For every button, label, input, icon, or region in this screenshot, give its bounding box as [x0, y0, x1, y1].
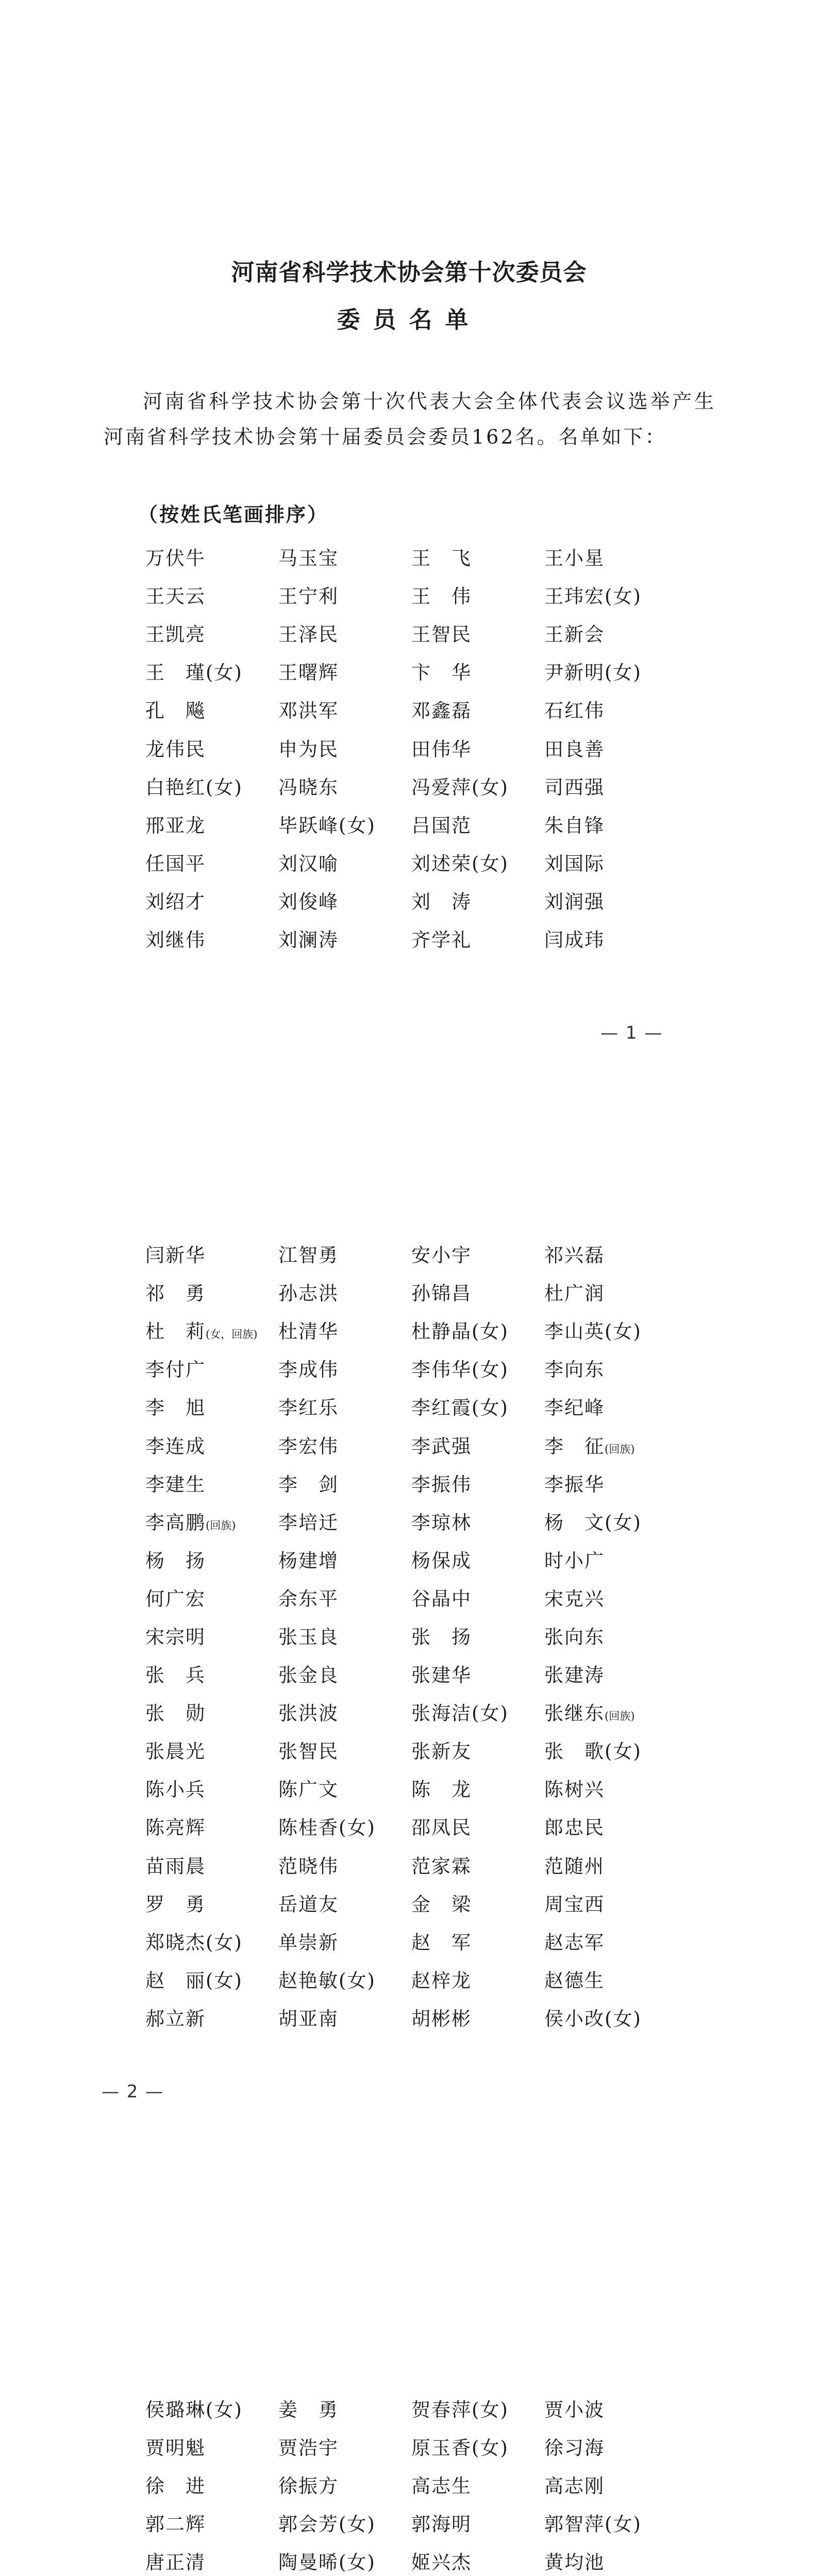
member-name: 赵 丽(女)	[145, 1969, 243, 1992]
member-name: 陈桂香(女)	[278, 1817, 376, 1839]
member-name: 孔 飚	[145, 700, 206, 722]
page-3	[0, 2313, 818, 2576]
name-row	[145, 2389, 712, 2427]
name-row	[145, 1502, 712, 1540]
member-name: 田良善	[544, 738, 605, 760]
member-name: 郭会芳(女)	[278, 2513, 376, 2536]
member-name: 刘汉喻	[278, 852, 339, 875]
member-name: 金 梁	[411, 1893, 472, 1916]
member-name: 杨保成	[411, 1549, 472, 1572]
name-row	[145, 652, 712, 690]
member-name: 刘述荣(女)	[411, 852, 509, 875]
member-name-text: 李 征	[544, 1435, 605, 1458]
name-row	[145, 881, 712, 919]
member-name: 何广宏	[145, 1587, 206, 1610]
member-name: 陈 龙	[411, 1778, 472, 1801]
name-row	[145, 1960, 712, 1998]
document-title: 河南省科学技术协会第十次委员会	[231, 259, 587, 286]
member-name: 张向东	[544, 1625, 605, 1648]
member-name: 徐习海	[544, 2437, 605, 2460]
page-number: — 1 —	[600, 1023, 663, 1043]
name-row	[145, 1578, 712, 1616]
member-name-note: (回族)	[605, 1443, 635, 1455]
member-name: 李振伟	[411, 1473, 472, 1496]
member-name: 王 瑾(女)	[145, 662, 243, 684]
member-name	[544, 1698, 677, 1725]
member-name: 原玉香(女)	[411, 2437, 509, 2460]
member-name: 卞 华	[411, 662, 472, 684]
name-row	[145, 1349, 712, 1387]
member-name: 刘绍才	[145, 890, 206, 913]
member-name-list	[145, 537, 712, 957]
name-row	[145, 1884, 712, 1922]
member-name: 陈树兴	[544, 1778, 605, 1801]
member-name-text: 杨 文(女)	[544, 1511, 642, 1534]
member-name: 刘澜涛	[278, 928, 339, 951]
member-name: 陈广文	[278, 1778, 339, 1801]
member-name: 陈亮辉	[145, 1817, 206, 1839]
member-name: 毕跃峰(女)	[278, 814, 376, 837]
name-row	[145, 2541, 712, 2576]
member-name: 余东平	[278, 1587, 339, 1610]
name-row	[145, 1616, 712, 1654]
member-name: 王曙辉	[278, 662, 339, 684]
member-name: 马玉宝	[278, 547, 339, 570]
member-name: 郭智萍(女)	[544, 2513, 642, 2536]
member-name: 张智民	[278, 1740, 339, 1763]
member-name: 周宝西	[544, 1893, 605, 1916]
member-name-note: (女，回族)	[206, 1328, 258, 1341]
member-name: 李连成	[145, 1435, 206, 1458]
member-name: 胡彬彬	[411, 2007, 472, 2030]
member-name: 李琼林	[411, 1511, 472, 1534]
member-name: 赵梓龙	[411, 1969, 472, 1992]
member-name	[145, 1507, 278, 1535]
member-name: 谷晶中	[411, 1587, 472, 1610]
member-name: 刘润强	[544, 890, 605, 913]
name-row	[145, 2427, 712, 2465]
member-name: 侯璐琳(女)	[145, 2399, 243, 2421]
member-name: 李成伟	[278, 1359, 339, 1381]
member-name: 朱自锋	[544, 814, 605, 837]
member-name: 高志刚	[544, 2475, 605, 2498]
member-name: 岳道友	[278, 1893, 339, 1916]
member-name: 闫成玮	[544, 928, 605, 951]
member-name: 任国平	[145, 852, 206, 875]
member-name: 罗 勇	[145, 1893, 206, 1916]
member-name: 刘 涛	[411, 890, 472, 913]
name-row	[145, 1845, 712, 1884]
member-name: 王天云	[145, 585, 206, 608]
name-row	[145, 1769, 712, 1807]
member-name: 贺春萍(女)	[411, 2399, 509, 2421]
member-name: 徐振方	[278, 2475, 339, 2498]
member-name: 李振华	[544, 1473, 605, 1496]
member-name: 杨 扬	[145, 1549, 206, 1572]
member-name: 申为民	[278, 738, 339, 760]
member-name-text: 张继东	[544, 1702, 605, 1725]
member-name: 黄均池	[544, 2551, 605, 2574]
member-name: 邵凤民	[411, 1817, 472, 1839]
member-name: 白艳红(女)	[145, 776, 243, 799]
member-name: 吕国范	[411, 814, 472, 837]
member-name: 徐 进	[145, 2475, 206, 2498]
member-name: 王 伟	[411, 585, 472, 608]
member-name: 龙伟民	[145, 738, 206, 760]
member-name: 范家霖	[411, 1855, 472, 1877]
member-name: 苗雨晨	[145, 1855, 206, 1877]
member-name: 郑晓杰(女)	[145, 1931, 243, 1954]
member-name: 张海洁(女)	[411, 1702, 509, 1725]
member-name: 王泽民	[278, 623, 339, 646]
name-row	[145, 575, 712, 614]
member-name: 李纪峰	[544, 1397, 605, 1419]
name-row	[145, 1731, 712, 1769]
member-name: 赵德生	[544, 1969, 605, 1992]
member-name: 王 飞	[411, 547, 472, 570]
document-subtitle: 委员名单	[337, 306, 481, 333]
name-row	[145, 1273, 712, 1311]
member-name: 姜 勇	[278, 2399, 339, 2421]
member-name: 王宁利	[278, 585, 339, 608]
member-name: 时小广	[544, 1549, 605, 1572]
member-name: 冯爱萍(女)	[411, 776, 509, 799]
member-name: 张 兵	[145, 1664, 206, 1687]
member-name: 陶曼晞(女)	[278, 2551, 376, 2574]
member-name: 王新会	[544, 623, 605, 646]
member-name: 杨建增	[278, 1549, 339, 1572]
member-name-text: 杜 莉	[145, 1320, 206, 1343]
page-1	[0, 0, 818, 1157]
name-row	[145, 1464, 712, 1502]
member-name: 张建华	[411, 1664, 472, 1687]
member-name: 冯晓东	[278, 776, 339, 799]
member-name: 贾小波	[544, 2399, 605, 2421]
member-name: 孙锦昌	[411, 1282, 472, 1305]
member-name-note: (回族)	[605, 1710, 635, 1723]
member-name: 李宏伟	[278, 1435, 339, 1458]
member-name: 杜静晶(女)	[411, 1320, 509, 1343]
name-row	[145, 1234, 712, 1273]
member-name	[544, 1507, 677, 1535]
member-name: 刘继伟	[145, 928, 206, 951]
member-name: 郭海明	[411, 2513, 472, 2536]
member-name	[145, 1316, 278, 1344]
name-row	[145, 1692, 712, 1731]
member-name: 李山英(女)	[544, 1320, 642, 1343]
member-name: 李红乐	[278, 1397, 339, 1419]
member-name: 郭二辉	[145, 2513, 206, 2536]
member-name: 李 旭	[145, 1397, 206, 1419]
member-name: 胡亚南	[278, 2007, 339, 2030]
member-name: 祁 勇	[145, 1282, 206, 1305]
member-name: 李向东	[544, 1359, 605, 1381]
name-row	[145, 728, 712, 766]
member-name: 张 勋	[145, 1702, 206, 1725]
name-row	[145, 767, 712, 805]
page-number: — 2 —	[102, 2081, 164, 2102]
member-name: 孙志洪	[278, 1282, 339, 1305]
member-name-text: 李高鹏	[145, 1511, 206, 1534]
member-name: 陈小兵	[145, 1778, 206, 1801]
member-name: 闫新华	[145, 1244, 206, 1267]
member-name: 王玮宏(女)	[544, 585, 642, 608]
member-name: 姬兴杰	[411, 2551, 472, 2574]
member-name: 张金良	[278, 1664, 339, 1687]
member-name: 张建涛	[544, 1664, 605, 1687]
member-name: 张新友	[411, 1740, 472, 1763]
name-row	[145, 1654, 712, 1692]
name-row	[145, 805, 712, 843]
member-name: 张洪波	[278, 1702, 339, 1725]
member-name: 李付广	[145, 1359, 206, 1381]
member-name: 李培迁	[278, 1511, 339, 1534]
member-name: 李伟华(女)	[411, 1359, 509, 1381]
member-name: 郝立新	[145, 2007, 206, 2030]
member-name-note: (回族)	[206, 1519, 236, 1532]
member-name: 邓洪军	[278, 700, 339, 722]
member-name: 张 扬	[411, 1625, 472, 1648]
member-name: 李武强	[411, 1435, 472, 1458]
name-row	[145, 843, 712, 881]
member-name: 范晓伟	[278, 1855, 339, 1877]
member-name: 王凯亮	[145, 623, 206, 646]
member-name: 邢亚龙	[145, 814, 206, 837]
name-row	[145, 1540, 712, 1578]
name-row	[145, 1425, 712, 1463]
member-name: 张 歌(女)	[544, 1740, 642, 1763]
member-name: 江智勇	[278, 1244, 339, 1267]
member-name: 范随州	[544, 1855, 605, 1877]
name-row	[145, 1387, 712, 1425]
member-name: 郎忠民	[544, 1817, 605, 1839]
member-name: 李 剑	[278, 1473, 339, 1496]
name-row	[145, 1807, 712, 1845]
member-name: 安小宇	[411, 1244, 472, 1267]
member-name: 石红伟	[544, 700, 605, 722]
name-row	[145, 1922, 712, 1960]
member-name: 赵志军	[544, 1931, 605, 1954]
member-name: 贾浩宇	[278, 2437, 339, 2460]
member-name: 齐学礼	[411, 928, 472, 951]
member-name: 尹新明(女)	[544, 662, 642, 684]
name-row	[145, 919, 712, 957]
member-name: 张晨光	[145, 1740, 206, 1763]
member-name: 杜广润	[544, 1282, 605, 1305]
member-name: 李建生	[145, 1473, 206, 1496]
member-name: 单崇新	[278, 1931, 339, 1954]
member-name: 宋克兴	[544, 1587, 605, 1610]
member-name: 刘俊峰	[278, 890, 339, 913]
member-name: 高志生	[411, 2475, 472, 2498]
intro-paragraph: 河南省科学技术协会第十次代表大会全体代表会议选举产生河南省科学技术协会第十届委员会委员162名。名单如下：	[104, 390, 716, 448]
member-name: 王智民	[411, 623, 472, 646]
member-name: 祁兴磊	[544, 1244, 605, 1267]
name-row	[145, 614, 712, 652]
member-name: 杜清华	[278, 1320, 339, 1343]
member-name: 贾明魁	[145, 2437, 206, 2460]
member-name: 侯小改(女)	[544, 2007, 642, 2030]
member-name: 李红霞(女)	[411, 1397, 509, 1419]
name-row	[145, 1311, 712, 1349]
page-2	[0, 1157, 818, 2313]
member-name: 赵艳敏(女)	[278, 1969, 376, 1992]
member-name-list	[145, 2389, 712, 2576]
member-name: 宋宗明	[145, 1625, 206, 1648]
name-row	[145, 1998, 712, 2036]
member-name: 司西强	[544, 776, 605, 799]
name-row	[145, 2503, 712, 2541]
name-row	[145, 690, 712, 728]
member-name: 刘国际	[544, 852, 605, 875]
member-name: 张玉良	[278, 1625, 339, 1648]
member-name: 赵 军	[411, 1931, 472, 1954]
member-name: 田伟华	[411, 738, 472, 760]
member-name: 唐正清	[145, 2551, 206, 2574]
member-name	[544, 1431, 677, 1459]
member-name: 王小星	[544, 547, 605, 570]
sort-order-note: （按姓氏笔画排序）	[138, 503, 329, 526]
member-name-list	[145, 1234, 712, 2036]
name-row	[145, 2465, 712, 2503]
member-name: 万伏牛	[145, 547, 206, 570]
name-row	[145, 537, 712, 575]
member-name: 邓鑫磊	[411, 700, 472, 722]
